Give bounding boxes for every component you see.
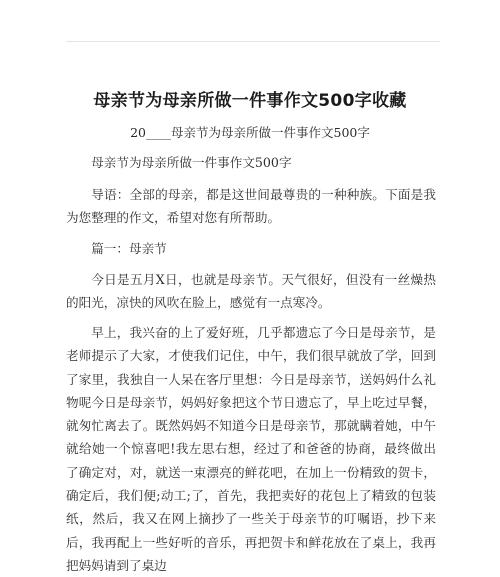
- paragraph-intro: 导语：全部的母亲，都是这世间最尊贵的一种种族。下面是我为您整理的作文，希望对您有所帮助。: [66, 187, 436, 226]
- header-rule: [66, 41, 440, 42]
- section-heading: 篇一：母亲节: [91, 241, 167, 256]
- paragraph-heading: 母亲节为母亲所做一件事作文500字: [91, 155, 292, 170]
- paragraph-weather: 今日是五月X日，也就是母亲节。天气很好，但没有一丝燥热的阳光，凉快的风吹在脸上，感觉有一点寒冷。: [66, 272, 436, 311]
- paragraph-story: 早上，我兴奋的上了爱好班，几乎都遗忘了今日是母亲节，是老师提示了大家，才使我们记住，中午，我们很早就放了学，回到了家里，我独自一人呆在客厅里想：今日是母亲节，送妈妈什么礼物呢今日是母亲节，妈妈好象把这个节日遗忘了，早上吃过早餐，就匆忙离去了。既然妈妈不知道今日是母亲节，那就瞒着她，中午就给她一个惊喜吧!我左思右想，经过了和爸爸的协商，最终做出了确定对，对，就送一束漂亮的鲜花吧，在加上一份精致的贺卡，确定后，我们便;动工;了，首先，我把卖好的花包上了精致的包装纸，然后，我又在网上摘抄了一些关于母亲节的叮嘱语，抄下来后，我再配上一些好听的音乐，再把贺卡和鲜花放在了桌上，我再把妈妈请到了桌边: [66, 325, 436, 573]
- document-title: 母亲节为母亲所做一件事作文500字收藏: [93, 91, 407, 111]
- document-subtitle: 20____母亲节为母亲所做一件事作文500字: [130, 125, 370, 140]
